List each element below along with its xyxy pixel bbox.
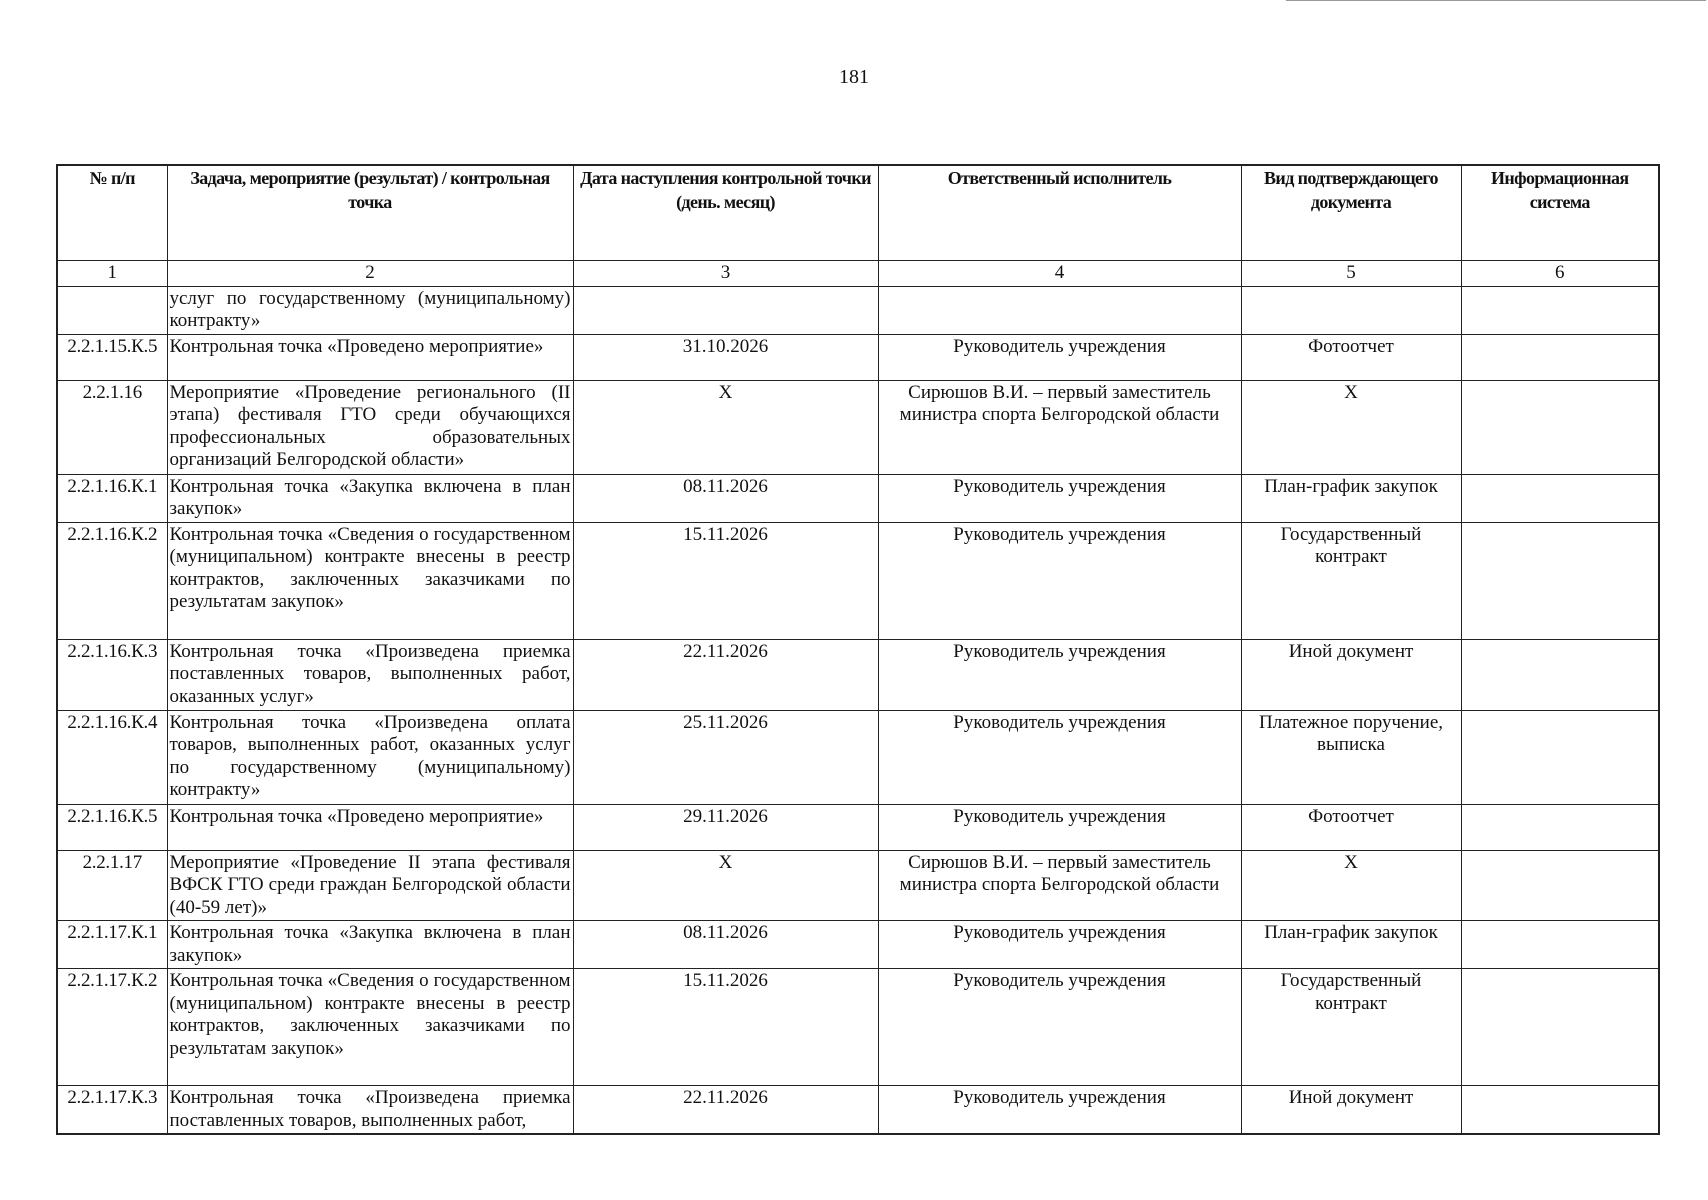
table-row: [57, 1086, 1659, 1135]
row-system: [1461, 921, 1659, 969]
row-system: [1461, 804, 1659, 850]
row-task: Контрольная точка «Сведения о государственном (муниципальном) контракте внесены в реестр контрактов, заключенных заказчиками по результатам закупок»: [167, 522, 573, 639]
row-executor: Руководитель учреждения: [878, 804, 1241, 850]
row-number: 2.2.1.17.К.3: [57, 1086, 167, 1135]
row-date: X: [573, 850, 878, 921]
row-document: Иной документ: [1241, 1086, 1461, 1135]
table-row: [57, 286, 1659, 334]
row-task: Контрольная точка «Сведения о государственном (муниципальном) контракте внесены в реестр контрактов, заключенных заказчиками по результатам закупок»: [167, 969, 573, 1086]
row-number: 2.2.1.17.К.1: [57, 921, 167, 969]
row-number: 2.2.1.17.К.2: [57, 969, 167, 1086]
row-task: Контрольная точка «Проведено мероприятие»: [167, 804, 573, 850]
row-executor: Сирюшов В.И. – первый заместитель министра спорта Белгородской области: [878, 850, 1241, 921]
row-executor: Руководитель учреждения: [878, 710, 1241, 804]
column-number: 3: [573, 261, 878, 287]
row-number: 2.2.1.16.К.4: [57, 710, 167, 804]
row-document: Фотоотчет: [1241, 334, 1461, 380]
row-date: X: [573, 380, 878, 474]
row-document: X: [1241, 380, 1461, 474]
table-row: [57, 380, 1659, 474]
table-row: [57, 522, 1659, 639]
row-system: [1461, 850, 1659, 921]
row-system: [1461, 710, 1659, 804]
row-document: X: [1241, 850, 1461, 921]
row-date: 31.10.2026: [573, 334, 878, 380]
row-document: Фотоотчет: [1241, 804, 1461, 850]
row-number: 2.2.1.16.К.1: [57, 474, 167, 522]
row-system: [1461, 969, 1659, 1086]
row-number: 2.2.1.16.К.3: [57, 639, 167, 710]
column-number: 5: [1241, 261, 1461, 287]
row-system: [1461, 380, 1659, 474]
row-task: Контрольная точка «Произведена приемка поставленных товаров, выполненных работ,: [167, 1086, 573, 1135]
table-row: [57, 639, 1659, 710]
row-document: План-график закупок: [1241, 474, 1461, 522]
row-date: 29.11.2026: [573, 804, 878, 850]
row-number: 2.2.1.16.К.2: [57, 522, 167, 639]
header-number: № п/п: [57, 165, 167, 261]
row-system: [1461, 334, 1659, 380]
row-document: [1241, 286, 1461, 334]
row-task: Мероприятие «Проведение II этапа фестиваля ВФСК ГТО среди граждан Белгородской области (40-59 лет)»: [167, 850, 573, 921]
row-date: 25.11.2026: [573, 710, 878, 804]
row-number: 2.2.1.15.К.5: [57, 334, 167, 380]
header-row: [57, 165, 1659, 261]
table-row: [57, 474, 1659, 522]
row-date: 15.11.2026: [573, 522, 878, 639]
row-date: 08.11.2026: [573, 474, 878, 522]
row-executor: Руководитель учреждения: [878, 921, 1241, 969]
row-document: План-график закупок: [1241, 921, 1461, 969]
row-task: Контрольная точка «Произведена оплата товаров, выполненных работ, оказанных услуг по государственному (муниципальному) контракту»: [167, 710, 573, 804]
row-date: [573, 286, 878, 334]
row-executor: Руководитель учреждения: [878, 474, 1241, 522]
column-number: 2: [167, 261, 573, 287]
row-executor: Руководитель учреждения: [878, 969, 1241, 1086]
table-row: [57, 710, 1659, 804]
row-document: Государственный контракт: [1241, 969, 1461, 1086]
row-executor: [878, 286, 1241, 334]
row-executor: Руководитель учреждения: [878, 522, 1241, 639]
header-date: Дата наступления контрольной точки (день. месяц): [573, 165, 878, 261]
row-executor: Сирюшов В.И. – первый заместитель министра спорта Белгородской области: [878, 380, 1241, 474]
control-points-table: [56, 164, 1660, 1135]
row-executor: Руководитель учреждения: [878, 334, 1241, 380]
row-task: услуг по государственному (муниципальному) контракту»: [167, 286, 573, 334]
row-task: Мероприятие «Проведение регионального (II этапа) фестиваля ГТО среди обучающихся профессиональных образовательных организаций Белгородской области»: [167, 380, 573, 474]
table-row: [57, 850, 1659, 921]
row-executor: Руководитель учреждения: [878, 639, 1241, 710]
row-date: 15.11.2026: [573, 969, 878, 1086]
row-system: [1461, 474, 1659, 522]
header-task: Задача, мероприятие (результат) / контрольная точка: [167, 165, 573, 261]
row-system: [1461, 286, 1659, 334]
row-number: 2.2.1.17: [57, 850, 167, 921]
header-system: Информационная система: [1461, 165, 1659, 261]
row-document: Государственный контракт: [1241, 522, 1461, 639]
column-number: 4: [878, 261, 1241, 287]
row-document: Платежное поручение, выписка: [1241, 710, 1461, 804]
row-number: 2.2.1.16.К.5: [57, 804, 167, 850]
row-document: Иной документ: [1241, 639, 1461, 710]
row-number: 2.2.1.16: [57, 380, 167, 474]
row-date: 22.11.2026: [573, 1086, 878, 1135]
row-date: 08.11.2026: [573, 921, 878, 969]
header-document: Вид подтверждающего документа: [1241, 165, 1461, 261]
column-number: 1: [57, 261, 167, 287]
row-task: Контрольная точка «Проведено мероприятие»: [167, 334, 573, 380]
table-row: [57, 921, 1659, 969]
row-task: Контрольная точка «Закупка включена в план закупок»: [167, 474, 573, 522]
top-edge-rule: [1286, 0, 1706, 1]
table-row: [57, 804, 1659, 850]
column-number: 6: [1461, 261, 1659, 287]
row-system: [1461, 639, 1659, 710]
row-task: Контрольная точка «Закупка включена в план закупок»: [167, 921, 573, 969]
row-task: Контрольная точка «Произведена приемка поставленных товаров, выполненных работ, оказанных услуг»: [167, 639, 573, 710]
row-date: 22.11.2026: [573, 639, 878, 710]
table-row: [57, 334, 1659, 380]
row-system: [1461, 1086, 1659, 1135]
column-number-row: [57, 261, 1659, 287]
header-executor: Ответственный исполнитель: [878, 165, 1241, 261]
row-executor: Руководитель учреждения: [878, 1086, 1241, 1135]
page-number: 181: [839, 66, 869, 88]
table-row: [57, 969, 1659, 1086]
row-number: [57, 286, 167, 334]
row-system: [1461, 522, 1659, 639]
